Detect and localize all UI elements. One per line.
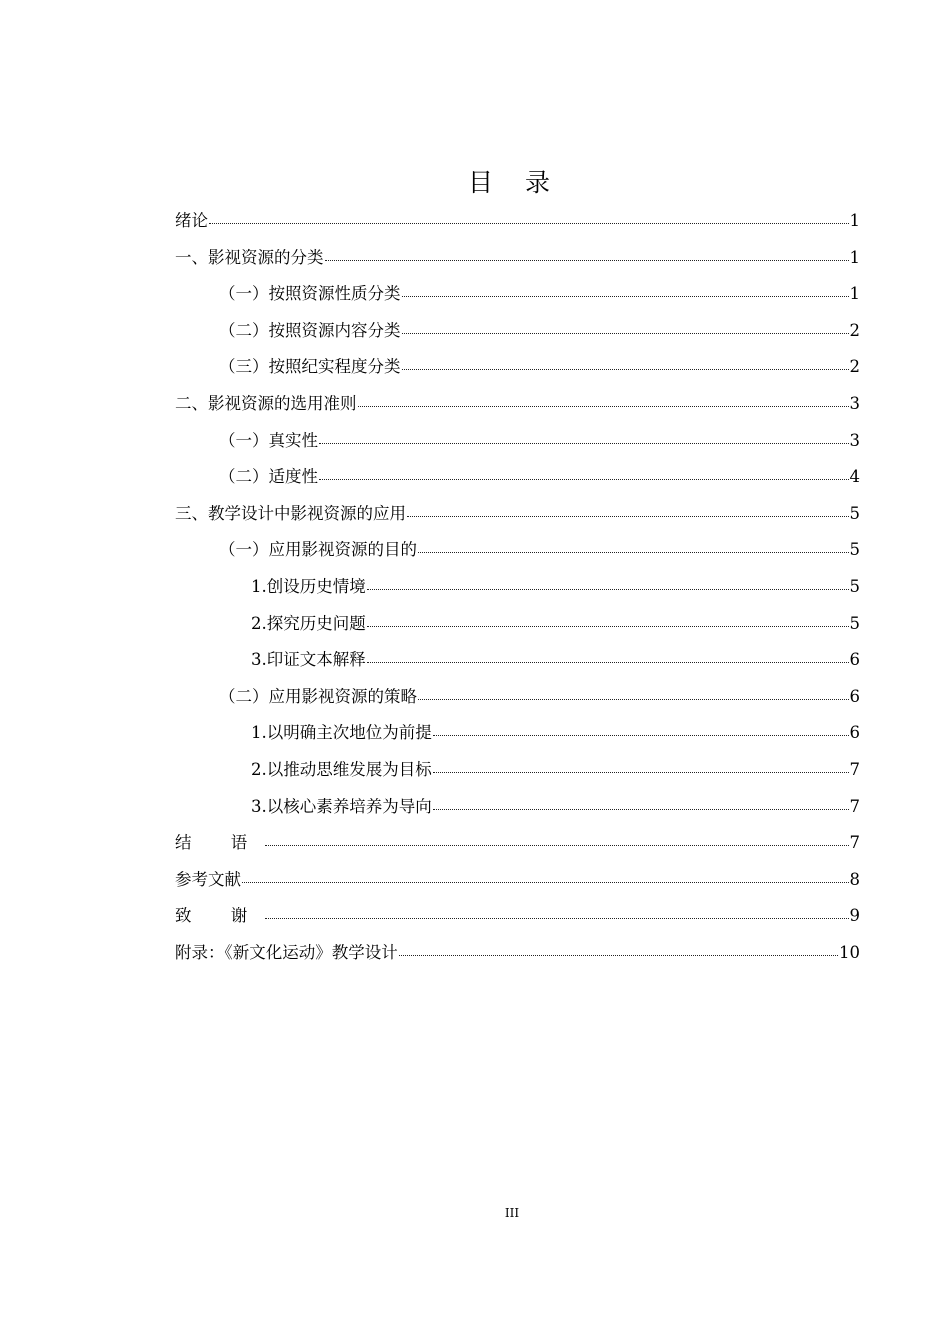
toc-entry-page: 2: [849, 357, 860, 377]
toc-entry-label: （一）按照资源性质分类: [219, 284, 401, 304]
toc-dot-leader: [325, 243, 849, 263]
page-number: III: [504, 1206, 520, 1220]
toc-entry-page: 4: [849, 467, 860, 487]
toc-entry[interactable]: [175, 349, 860, 386]
toc-entry[interactable]: [175, 679, 860, 716]
toc-entry[interactable]: [175, 642, 860, 679]
toc-entry-label: （二）按照资源内容分类: [219, 320, 401, 340]
toc-dot-leader: [242, 865, 849, 885]
toc-entry-label: 二、影视资源的选用准则: [175, 393, 357, 413]
toc-entry-page: 5: [849, 613, 860, 633]
toc-entry-label: 结 语: [175, 833, 265, 853]
toc-dot-leader: [433, 755, 849, 775]
toc-entry[interactable]: [175, 898, 860, 935]
toc-entry-page: 3: [849, 393, 860, 413]
toc-entry-page: 5: [849, 503, 860, 523]
toc-entry-page: 6: [849, 650, 860, 670]
toc-dot-leader: [319, 462, 849, 482]
toc-dot-leader: [402, 352, 849, 372]
toc-entry-label: 2.以推动思维发展为目标: [251, 759, 432, 779]
toc-dot-leader: [209, 206, 849, 226]
toc-entry[interactable]: [175, 606, 860, 643]
toc-entry[interactable]: [175, 862, 860, 899]
toc-entry[interactable]: [175, 496, 860, 533]
toc-entry-label: 三、教学设计中影视资源的应用: [175, 503, 406, 523]
toc-entry-page: 1: [849, 247, 860, 267]
toc-entry[interactable]: [175, 459, 860, 496]
toc-entry-label: 绪论: [175, 211, 208, 230]
toc-entry-label: （一）真实性: [219, 430, 318, 450]
toc-entry-page: 2: [849, 320, 860, 340]
toc-entry-label: 一、影视资源的分类: [175, 247, 324, 267]
toc-dot-leader: [418, 535, 849, 555]
toc-entry[interactable]: [175, 935, 860, 972]
toc-entry-label: （二）适度性: [219, 467, 318, 487]
toc-entry-page: 5: [849, 540, 860, 560]
toc-entry-label: （三）按照纪实程度分类: [219, 357, 401, 377]
toc-dot-leader: [367, 609, 849, 629]
toc-entry[interactable]: [175, 203, 860, 240]
toc-dot-leader: [367, 572, 849, 592]
toc-dot-leader: [367, 645, 849, 665]
toc-entry-label: 1.创设历史情境: [251, 576, 366, 596]
toc-entry-page: 1: [849, 284, 860, 304]
toc-entry-page: 6: [849, 686, 860, 706]
toc-dot-leader: [358, 389, 849, 409]
toc-entry-page: 7: [849, 759, 860, 779]
toc-dot-leader: [265, 901, 848, 921]
toc-entry[interactable]: [175, 532, 860, 569]
toc-title: 目 录: [468, 168, 562, 197]
toc-dot-leader: [402, 316, 849, 336]
toc-entry-label: 3.以核心素养培养为导向: [251, 796, 432, 816]
toc-entry[interactable]: [175, 715, 860, 752]
toc-entry-page: 9: [849, 906, 860, 926]
toc-entry-page: 7: [849, 796, 860, 816]
toc-entry-label: 附录：《新文化运动》教学设计: [175, 942, 398, 962]
toc-entry-page: 6: [849, 723, 860, 743]
toc-entry[interactable]: [175, 825, 860, 862]
toc-dot-leader: [418, 682, 849, 702]
toc-entry[interactable]: [175, 423, 860, 460]
toc-entry-label: 1.以明确主次地位为前提: [251, 723, 432, 743]
toc-dot-leader: [265, 828, 848, 848]
toc-dot-leader: [433, 718, 849, 738]
toc-entry[interactable]: [175, 386, 860, 423]
toc-entry-label: （二）应用影视资源的策略: [219, 686, 417, 706]
table-of-contents: [175, 203, 860, 971]
toc-entry-page: 5: [849, 576, 860, 596]
toc-entry[interactable]: [175, 789, 860, 826]
toc-dot-leader: [407, 499, 849, 519]
toc-entry[interactable]: [175, 313, 860, 350]
toc-entry-page: 10: [839, 942, 860, 962]
toc-entry-label: 参考文献: [175, 869, 241, 889]
toc-entry-label: 致 谢: [175, 906, 265, 926]
toc-entry-label: （一）应用影视资源的目的: [219, 540, 417, 560]
toc-entry-page: 3: [849, 430, 860, 450]
toc-dot-leader: [319, 426, 849, 446]
toc-entry-label: 3.印证文本解释: [251, 650, 366, 670]
toc-dot-leader: [402, 279, 849, 299]
toc-dot-leader: [433, 792, 849, 812]
toc-dot-leader: [399, 938, 838, 958]
toc-entry[interactable]: [175, 752, 860, 789]
toc-entry[interactable]: [175, 276, 860, 313]
toc-entry-label: 2.探究历史问题: [251, 613, 366, 633]
toc-entry-page: 7: [849, 833, 860, 853]
toc-entry[interactable]: [175, 240, 860, 277]
toc-entry-page: 8: [849, 869, 860, 889]
toc-entry[interactable]: [175, 569, 860, 606]
toc-entry-page: 1: [849, 211, 860, 230]
